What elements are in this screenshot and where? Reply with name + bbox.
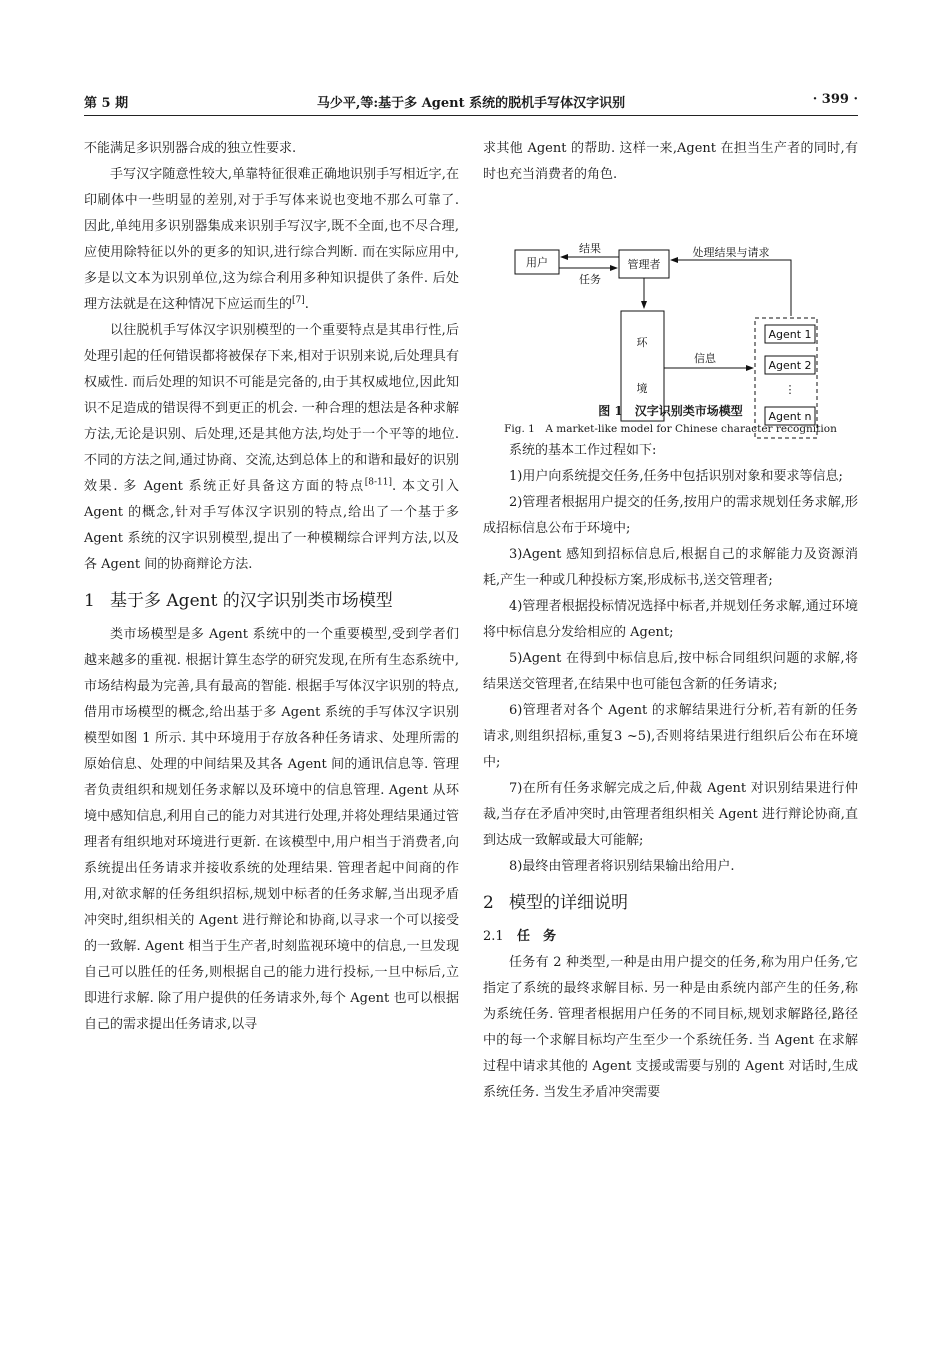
- paragraph: 求其他 Agent 的帮助. 这样一来,Agent 在担当生产者的同时,有时也充当消费者的角色.: [483, 141, 858, 182]
- section-heading: [483, 890, 858, 916]
- agent-1-label: Agent 1: [768, 328, 812, 341]
- figure-caption-cn: 图 1 汉字识别类市场模型: [598, 404, 743, 418]
- issue-number: 第 5 期: [84, 96, 129, 111]
- paragraph: [84, 162, 459, 318]
- list-item: 3)Agent 感知到招标信息后,根据自己的求解能力及资源消耗,产生一种或几种投标方案,形成标书,送交管理者;: [483, 547, 858, 588]
- figure-caption-en: Fig. 1 A market-like model for Chinese character recognition: [504, 423, 837, 435]
- feedback-arrow: [671, 260, 791, 316]
- list-item: 7)在所有任务求解完成之后,仲裁 Agent 对识别结果进行仲裁,当存在矛盾冲突时,由管理者组织相关 Agent 进行辩论协商,直到达成一致解或最大可能解;: [483, 781, 858, 848]
- running-title: 马少平,等:基于多 Agent 系统的脱机手写体汉字识别: [316, 96, 626, 111]
- info-label: 信息: [694, 352, 716, 365]
- environment-label-top: 环: [636, 336, 648, 349]
- running-header: [84, 88, 858, 112]
- page-number: · 399 ·: [812, 92, 858, 107]
- paragraph-text: 手写汉字随意性较大,单靠特征很难正确地识别手写相近字,在印刷体中一些明显的差别,对于手写体来说也变地不那么可靠了. 因此,单纯用多识别器集成来识别手写汉字,既不全面,也不尽合理,应使用除特征以外的更多的知识,进行综合判断. 而在实际应用中,多是以文本为识别单位,这为综合利用多种知识提供了条件. 后处理方法就是在这种情况下应运而生的: [84, 167, 459, 312]
- left-column: [84, 136, 459, 1038]
- agent-ellipsis: ⋮: [784, 383, 796, 396]
- subsection-heading: [483, 924, 858, 950]
- paragraph: [84, 318, 459, 578]
- section-title: 模型的详细说明: [509, 893, 628, 913]
- list-item: 4)管理者根据投标情况选择中标者,并规划任务求解,通过环境将中标信息分发给相应的 Agent;: [483, 599, 858, 640]
- list-item: 8)最终由管理者将识别结果输出给用户.: [509, 859, 735, 874]
- list-item: 2)管理者根据用户提交的任务,按用户的需求规划任务求解,形成招标信息公布于环境中;: [483, 495, 858, 536]
- citation: [8-11]: [364, 477, 393, 488]
- section-number: 1: [84, 591, 95, 611]
- citation: [7]: [292, 295, 305, 306]
- paragraph-text: 以往脱机手写体汉字识别模型的一个重要特点是其串行性,后处理引起的任何错误都将被保存下来,相对于识别来说,后处理具有权威性. 而后处理的知识不可能是完备的,由于其权威地位,因此知识不足造成的错误得不到更正的机会. 一种合理的想法是各种求解方法,无论是识别、后处理,还是其他方法,均处于一个平等的地位. 不同的方法之间,通过协商、交流,达到总体上的和谐和最好的识别效果. 多 Agent 系统正好具备这方面的特点: [84, 323, 459, 494]
- result-label: 结果: [579, 242, 601, 255]
- header-rule: [84, 115, 858, 116]
- agent-2-label: Agent 2: [768, 359, 812, 372]
- section-number: 2: [483, 893, 494, 913]
- section-heading: [84, 588, 459, 614]
- task-label: 任务: [579, 273, 601, 286]
- paragraph-text: . 本文引入 Agent 的概念,针对手写体汉字识别的特点,给出了一个基于多 Agent 系统的汉字识别模型,提出了一种模糊综合评判方法,以及各 Agent 间的协商辩论方法.: [84, 479, 459, 572]
- paragraph: 不能满足多识别器合成的独立性要求.: [84, 141, 297, 156]
- subsection-number: 2.1: [483, 929, 504, 944]
- paragraph: 任务有 2 种类型,一种是由用户提交的任务,称为用户任务,它指定了系统的最终求解目标. 另一种是由系统内部产生的任务,称为系统任务. 管理者根据用户任务的不同目标,规划求解路径,路径中的每一个求解目标均产生至少一个系统任务. 当 Agent 在求解过程中请求其他的 Agent 支援或需要与别的 Agent 对话时,生成系统任务. 当发生矛盾冲突需要: [483, 955, 858, 1100]
- environment-label-bottom: 境: [636, 382, 648, 395]
- agent-n-label: Agent n: [768, 410, 812, 423]
- paragraph-text: .: [304, 297, 309, 312]
- list-item: 6)管理者对各个 Agent 的求解结果进行分析,若有新的任务请求,则组织招标,重复3 ~5),否则将结果进行组织后公布在环境中;: [483, 703, 858, 770]
- list-item: 5)Agent 在得到中标信息后,按中标合同组织问题的求解,将结果送交管理者,在结果中也可能包含新的任务请求;: [483, 651, 858, 692]
- result-request-label: 处理结果与请求: [692, 246, 770, 259]
- manager-label: 管理者: [627, 258, 661, 271]
- subsection-title: 任 务: [517, 929, 557, 944]
- paragraph: 类市场模型是多 Agent 系统中的一个重要模型,受到学者们越来越多的重视. 根据计算生态学的研究发现,在所有生态系统中,市场结构最为完善,具有最高的智能. 根据手写体汉字识别的特点,借用市场模型的概念,给出基于多 Agent 系统的手写体汉字识别模型如图 1 所示. 其中环境用于存放各种任务请求、处理所需的原始信息、处理的中间结果及其各 Agent 间的通讯信息等. 管理者负责组织和规划任务求解以及环境中的信息管理. Agent 从环境中感知信息,利用自己的能力对其进行处理,并将处理结果通过管理者有组织地对环境进行更新. 在该模型中,用户相当于消费者,向系统提出任务请求并接收系统的处理结果. 管理者起中间商的作用,对欲求解的任务组织招标,规划中标者的任务求解,当出现矛盾冲突时,组织相关的 Agent 进行辩论和协商,以寻求一个可以接受的一致解. Agent 相当于生产者,时刻监视环境中的信息,一旦发现自己可以胜任的任务,则根据自己的能力进行投标,一旦中标后,立即进行求解. 除了用户提供的任务请求外,每个 Agent 也可以根据自己的需求提出任务请求,以寻: [84, 627, 459, 1032]
- section-title: 基于多 Agent 的汉字识别类市场模型: [110, 591, 393, 611]
- right-column: [483, 136, 858, 1106]
- list-item: 1)用户向系统提交任务,任务中包括识别对象和要求等信息;: [509, 469, 843, 484]
- user-label: 用户: [526, 256, 548, 269]
- paragraph: 系统的基本工作过程如下:: [509, 443, 657, 458]
